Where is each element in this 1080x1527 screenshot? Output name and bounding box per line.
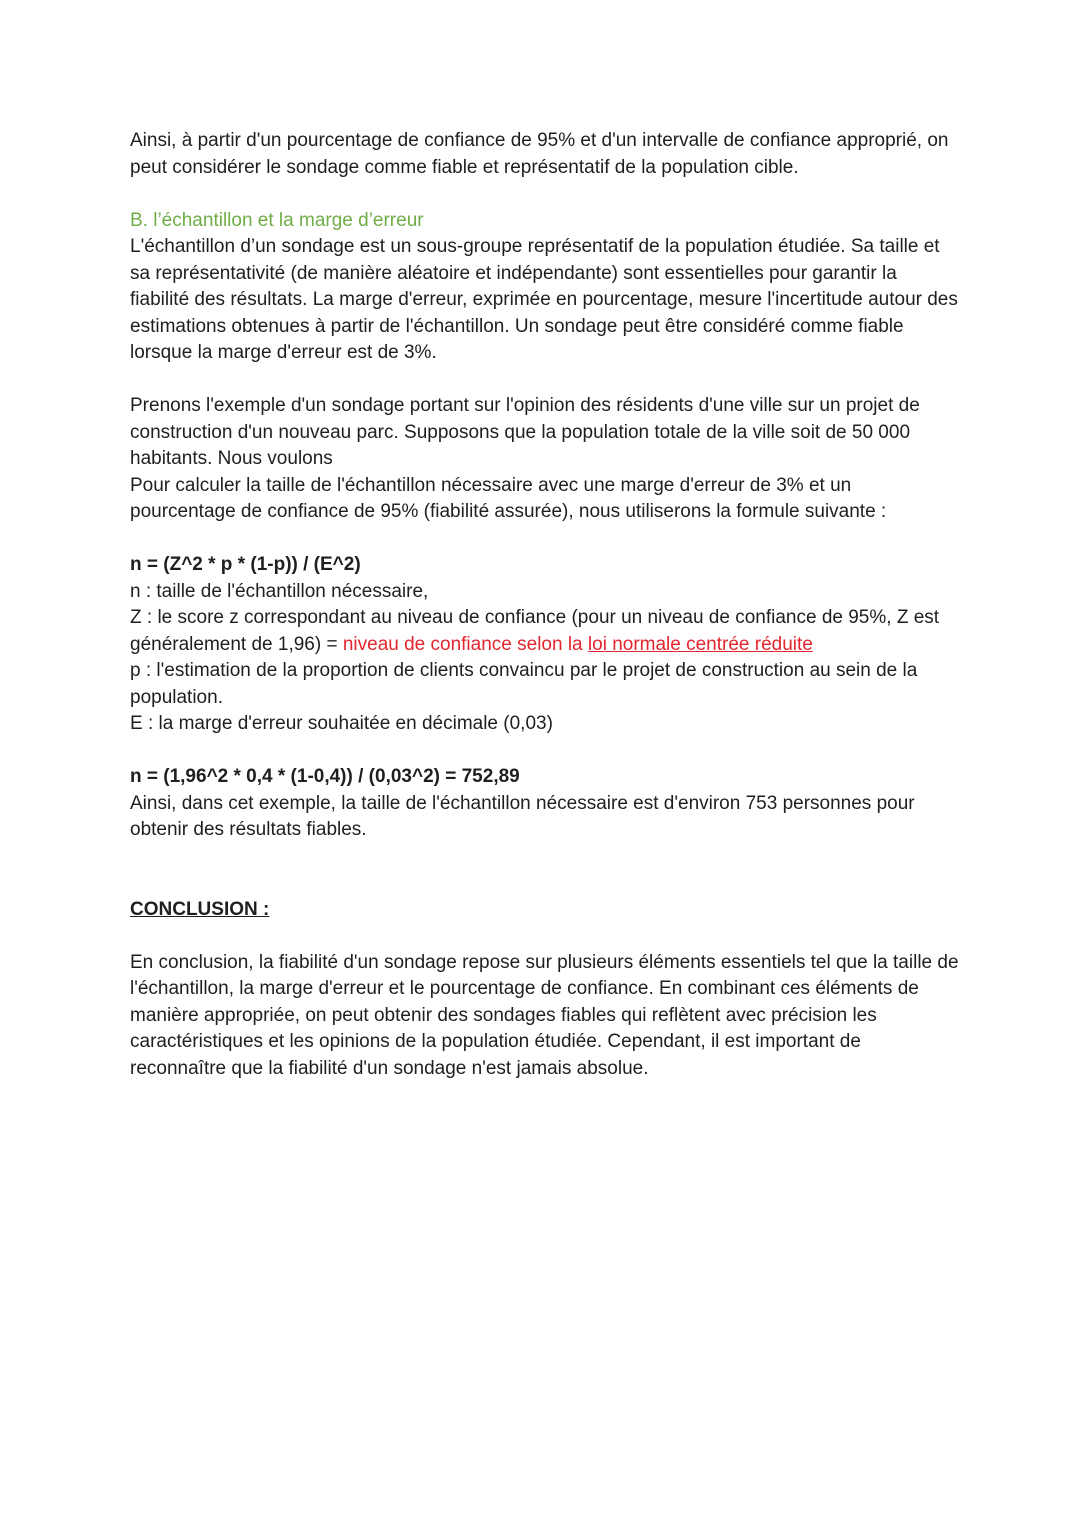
formula-def-z-text: Z : le score z correspondant au niveau de confiance (pour un niveau de confiance de 95%, Z est généralement de 1,96) = — [130, 607, 940, 655]
formula-def-z-highlight: niveau de confiance selon la — [342, 633, 588, 655]
formula-def-z — [130, 605, 960, 658]
spacer — [130, 526, 960, 553]
spacer — [130, 844, 960, 897]
section-b-heading: B. l’échantillon et la marge d’erreur — [130, 209, 424, 231]
calculation-result: Ainsi, dans cet exemple, la taille de l'échantillon nécessaire est d'environ 753 personnes pour obtenir des résultats fiables. — [130, 792, 915, 840]
formula-expression: n = (Z^2 * p * (1-p)) / (E^2) — [130, 554, 361, 575]
calculation-expression: n = (1,96^2 * 0,4 * (1-0,4)) / (0,03^2) = 752,89 — [130, 766, 520, 787]
spacer — [130, 181, 960, 208]
example-paragraph-2: Pour calculer la taille de l'échantillon nécessaire avec une marge d'erreur de 3% et un pourcentage de confiance de 95% (fiabilité assurée), nous utiliserons la formule suivante : — [130, 474, 887, 522]
formula-def-p: p : l'estimation de la proportion de clients convaincu par le projet de construction au sein de la population. — [130, 660, 918, 708]
formula-def-e: E : la marge d'erreur souhaitée en décimale (0,03) — [130, 713, 553, 734]
formula-def-n: n : taille de l'échantillon nécessaire, — [130, 580, 429, 602]
section-b-paragraph: L'échantillon d’un sondage est un sous-groupe représentatif de la population étudiée. Sa taille et sa représentativité (de manière aléatoire et indépendante) sont essentielles pour garantir la fiabilité des résultats. La marge d'erreur, exprimée en pourcentage, mesure l'incertitude autour des estimations obtenues à partir de l'échantillon. Un sondage peut être considéré comme fiable lorsque la marge d'erreur est de 3%. — [130, 236, 958, 363]
example-paragraph-1: Prenons l'exemple d'un sondage portant sur l'opinion des résidents d'une ville sur un projet de construction d'un nouveau parc. Supposons que la population totale de la ville soit de 50 000 habitants. Nous voulons — [130, 395, 920, 469]
normal-law-link[interactable]: loi normale centrée réduite — [587, 633, 813, 655]
intro-paragraph: Ainsi, à partir d'un pourcentage de confiance de 95% et d'un intervalle de confiance approprié, on peut considérer le sondage comme fiable et représentatif de la population cible. — [130, 130, 949, 178]
conclusion-title: CONCLUSION : — [130, 898, 270, 920]
spacer — [130, 923, 960, 950]
spacer — [130, 738, 960, 765]
spacer — [130, 367, 960, 394]
conclusion-paragraph: En conclusion, la fiabilité d'un sondage repose sur plusieurs éléments essentiels tel que la taille de l'échantillon, la marge d'erreur et le pourcentage de confiance. En combinant ces éléments de manière appropriée, on peut obtenir des sondages fiables qui reflètent avec précision les caractéristiques et les opinions de la population étudiée. Cependant, il est important de reconnaître que la fiabilité d'un sondage n'est jamais absolue. — [130, 951, 959, 1079]
document-page — [130, 128, 960, 1082]
